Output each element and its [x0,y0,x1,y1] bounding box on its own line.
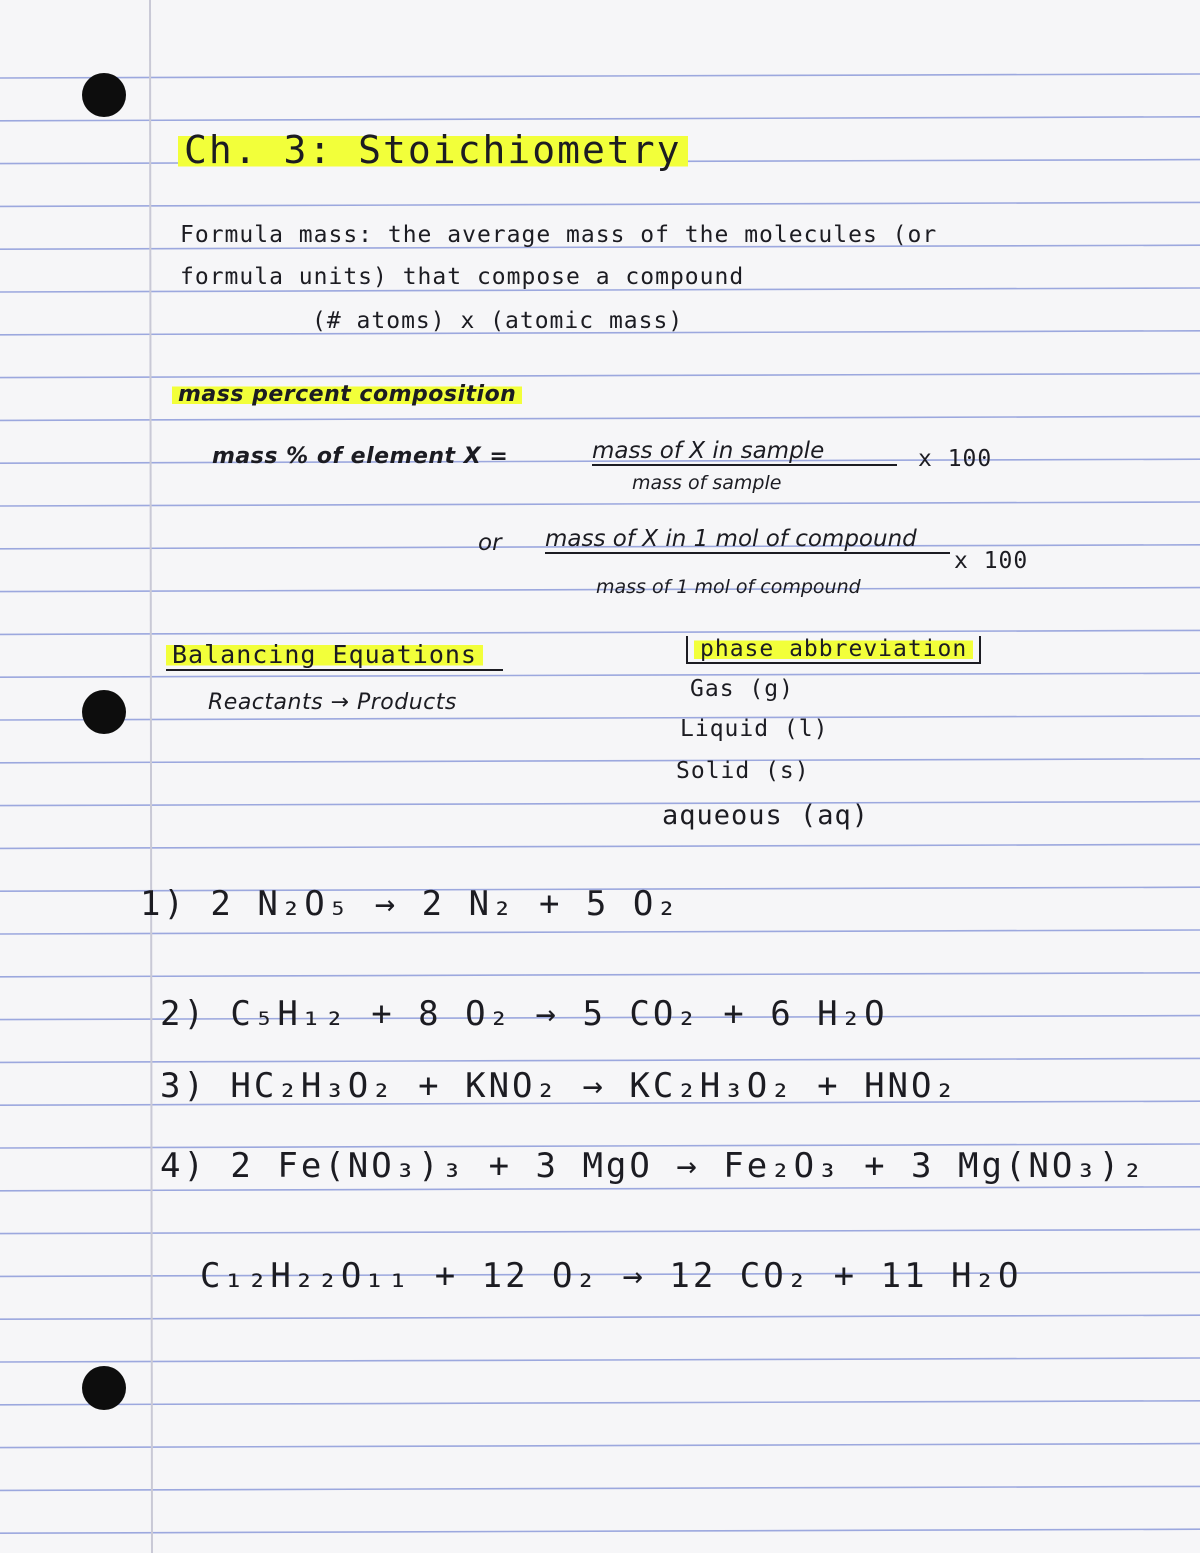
page-title: Ch. 3: Stoichiometry [178,128,688,172]
times-100-b: x 100 [954,548,1029,574]
phase-solid: Solid (s) [676,758,810,784]
rule-line [0,1058,1200,1062]
fraction-1-denominator: mass of sample [632,472,782,494]
phase-gas: Gas (g) [690,676,794,702]
rule-line [0,74,1200,78]
rule-line [0,1358,1200,1362]
rule-line [0,1529,1200,1533]
rule-line [0,117,1200,121]
formula-mass-line-2: formula units) that compose a compound [180,264,745,290]
phase-liquid: Liquid (l) [680,716,829,742]
rule-line [0,802,1200,806]
punch-hole [82,1366,126,1410]
formula-mass-line-1: Formula mass: the average mass of the molecules (or [180,222,938,248]
balancing-subtitle: Reactants → Products [208,690,457,715]
equation-1: 1) 2 N₂O₅ → 2 N₂ + 5 O₂ [140,884,680,924]
or-label: or [478,530,502,556]
rule-line [0,374,1200,378]
rule-line [0,930,1200,934]
rule-line [0,1486,1200,1490]
rule-line [0,844,1200,848]
rule-line [0,1187,1200,1191]
mass-percent-heading: mass percent composition [172,382,522,407]
fraction-1-numerator: mass of X in sample [592,438,897,466]
rule-line [0,1444,1200,1448]
rule-line [0,416,1200,420]
margin-line [150,0,152,1553]
rule-line [0,673,1200,677]
formula-mass-line-3: (# atoms) x (atomic mass) [312,308,684,334]
equation-4: 4) 2 Fe(NO₃)₃ + 3 MgO → Fe₂O₃ + 3 Mg(NO₃)₂ [160,1146,1146,1186]
equation-5: C₁₂H₂₂O₁₁ + 12 O₂ → 12 CO₂ + 11 H₂O [200,1256,1022,1296]
rule-line [0,759,1200,763]
rule-line [0,1230,1200,1234]
fraction-2-numerator: mass of X in 1 mol of compound [545,526,950,554]
rule-line [0,630,1200,634]
mass-percent-lhs: mass % of element X = [212,444,509,469]
rule-line [0,1401,1200,1405]
rule-line [0,502,1200,506]
balancing-heading: Balancing Equations [166,640,503,671]
punch-hole [82,690,126,734]
phase-aqueous: aqueous (aq) [662,800,870,831]
rule-line [0,716,1200,720]
rule-line [0,973,1200,977]
punch-hole [82,73,126,117]
equation-3: 3) HC₂H₃O₂ + KNO₂ → KC₂H₃O₂ + HNO₂ [160,1066,958,1106]
fraction-2-denominator: mass of 1 mol of compound [596,576,861,598]
rule-line [0,1315,1200,1319]
times-100-a: x 100 [918,446,993,472]
rule-line [0,202,1200,206]
phase-heading: phase abbreviation [686,636,981,664]
equation-2: 2) C₅H₁₂ + 8 O₂ → 5 CO₂ + 6 H₂O [160,994,888,1034]
